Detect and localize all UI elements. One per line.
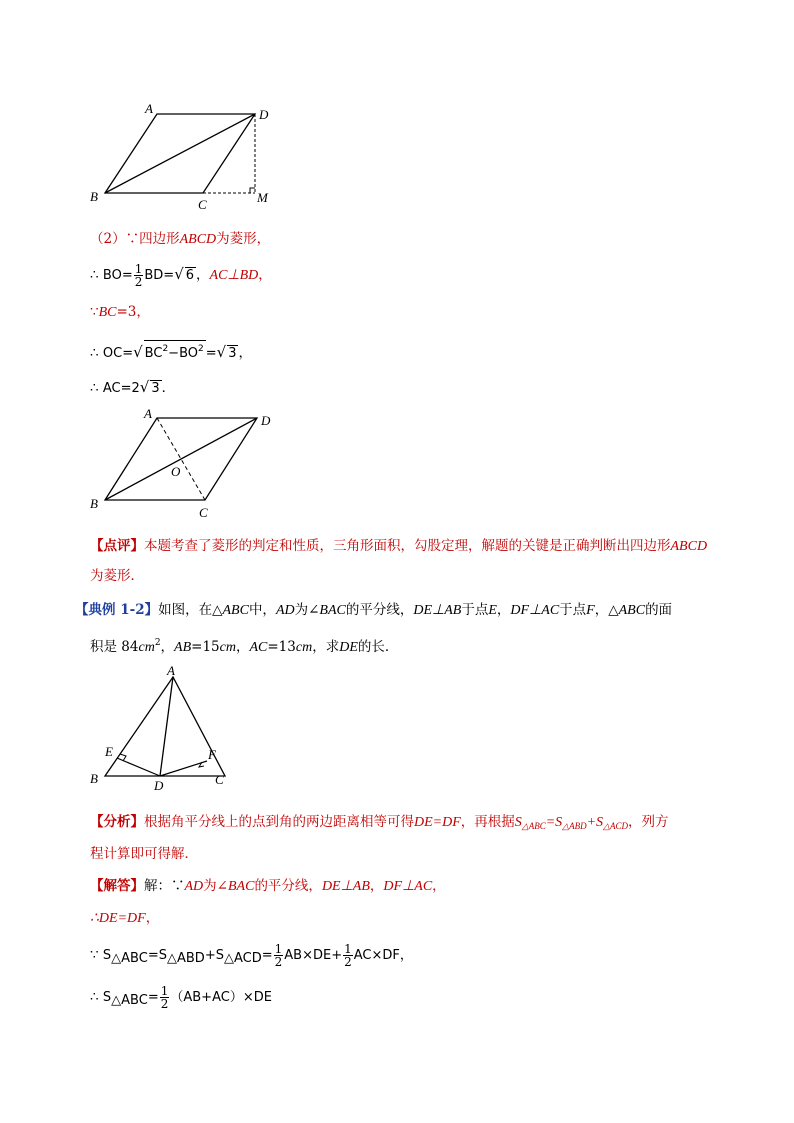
label-b: B	[90, 189, 98, 204]
label-d: D	[259, 107, 269, 122]
label-b: B	[90, 496, 98, 511]
label-e: E	[105, 744, 113, 759]
answer-line-2: ∴DE=DF，	[90, 910, 160, 926]
sqrt-bc2-bo2: $BC^2-BO^2$	[144, 340, 206, 362]
answer-line-1: 【解答】解：∵AD为∠BAC的平分线，DE⊥AB，DF⊥AC，	[90, 878, 446, 894]
label-a: A	[144, 406, 152, 421]
bisector-ad	[160, 677, 173, 776]
figure-triangle-bisector	[85, 660, 235, 793]
figure-rhombus-diagonals	[85, 404, 285, 519]
fraction-half-2: $\frac{1}{2}$	[344, 942, 352, 969]
fraction-half-1: $\frac{1}{2}$	[274, 942, 283, 969]
fraction-half: $\frac{1}{2}$	[134, 262, 143, 289]
solution-line-3: ∵BC=3，	[90, 304, 150, 320]
label-a: A	[145, 101, 153, 116]
diagonal-bd	[105, 114, 255, 193]
label-o: O	[171, 464, 181, 479]
perpendicular-df	[160, 761, 207, 776]
label-d: D	[261, 413, 271, 428]
answer-line-3: ∵ S△ABC=S△ABD+S△ACD= $\frac{1}{2}$ AB×DE+ $\frac{1}{2}$ AC×DF，	[90, 942, 413, 969]
comment-line-1: 【点评】本题考查了菱形的判定和性质，三角形面积，勾股定理，解题的关键是正确判断出四边形ABCD	[90, 538, 708, 554]
figure-parallelogram-height	[85, 98, 285, 213]
solution-line-5: ∴ AC=2√ 3 ．	[90, 378, 176, 396]
example-line-1: 【典例 1-2】如图，在△ABC中，AD为∠BAC的平分线，DE⊥AB于点E，DF⊥AC于点F，△ABC的面	[75, 602, 673, 618]
solution-line-1: （2）∵四边形ABCD为菱形，	[90, 231, 271, 247]
comment-line-2: 为菱形．	[90, 568, 144, 584]
analysis-line-2: 程计算即可得解．	[90, 846, 198, 862]
label-c: C	[215, 772, 224, 787]
label-b: B	[90, 771, 98, 786]
fraction-half-3: $\frac{1}{2}$	[160, 984, 169, 1011]
label-c: C	[199, 505, 208, 520]
label-m: M	[257, 190, 268, 205]
sqrt-3: 3	[228, 346, 237, 361]
label-a: A	[167, 663, 175, 678]
answer-line-4: ∴ S△ABC= $\frac{1}{2}$ （AB+AC）×DE	[90, 984, 272, 1011]
label-c: C	[198, 197, 207, 212]
solution-line-2: ∴ BO= $\frac{1}{2}$ BD=√ 6 ，AC⊥BD，	[90, 262, 272, 289]
label-d: D	[154, 778, 164, 793]
diagonal-bd	[105, 418, 257, 500]
sqrt-3-b: 3	[151, 381, 160, 396]
solution-line-4: ∴ OC=√ $BC^2-BO^2$ =√ 3 ，	[90, 340, 252, 364]
example-line-2: 积是 $84cm^2$，AB=15cm，AC=13cm，求DE的长．	[90, 638, 399, 655]
label-f: F	[208, 747, 216, 762]
right-angle-mark	[250, 188, 255, 193]
analysis-line-1: 【分析】根据角平分线上的点到角的两边距离相等可得DE=DF，再根据$S_{\triangle ABC}=S_{\triangle ABD}+S_{\triangle ACD}$，列方	[90, 814, 669, 831]
sqrt-6: 6	[185, 268, 195, 283]
